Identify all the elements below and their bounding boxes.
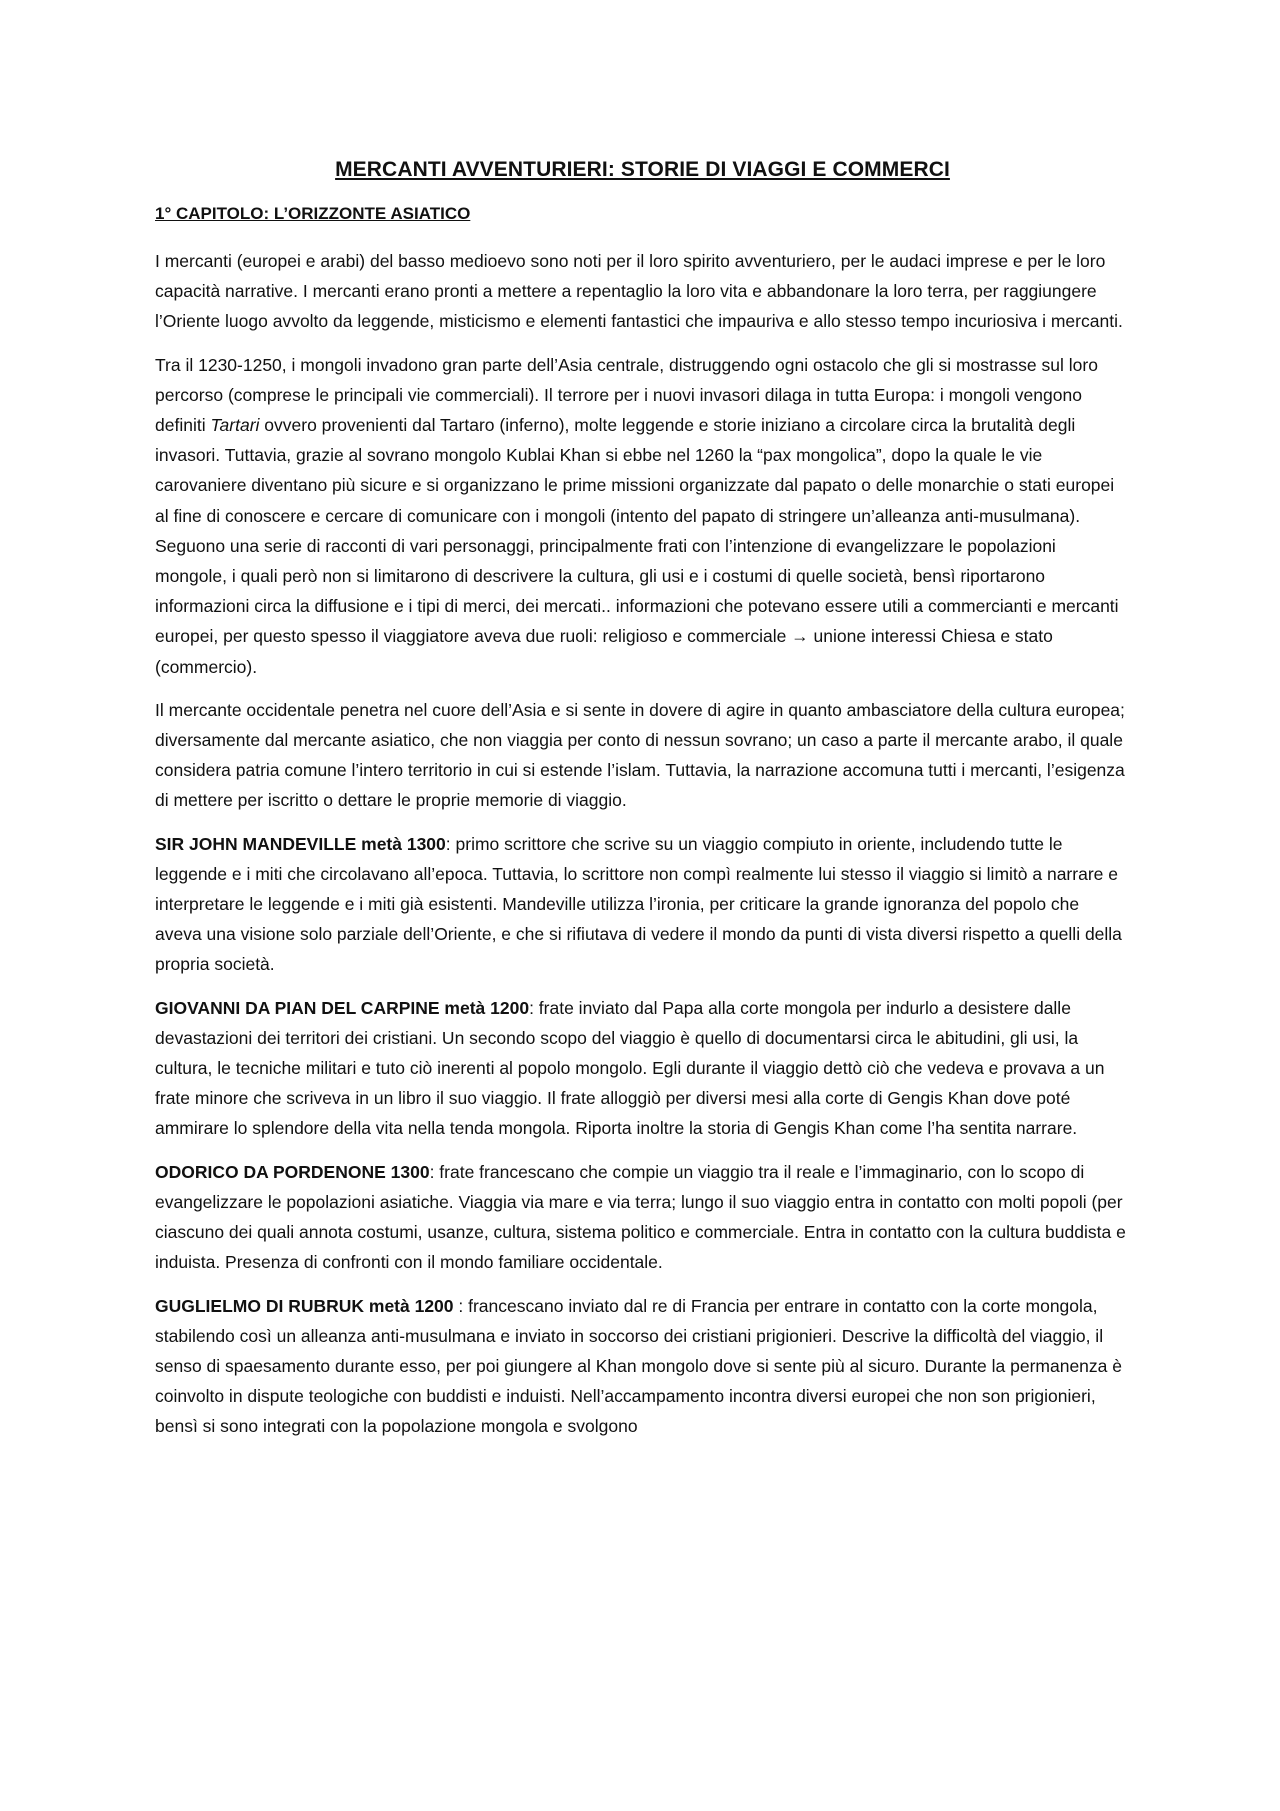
paragraph-rubruk xyxy=(155,1291,1130,1442)
paragraph-text: : primo scrittore che scrive su un viaggio compiuto in oriente, includendo tutte le leggende e i miti che circolavano all’epoca. Tuttavia, lo scrittore non compì realmente lui stesso il viaggio si limitò a narrare e interpretare le leggende e i miti già esistenti. Mandeville utilizza l’ironia, per criticare la grande ignoranza del popolo che aveva una visione solo parziale dell’Oriente, e che si rifiutava di vedere il mondo da punti di vista diversi rispetto a quelli della propria società. xyxy=(155,833,1122,975)
paragraph-mandeville xyxy=(155,829,1130,980)
paragraph-text: ovvero provenienti dal Tartaro (inferno), molte leggende e storie iniziano a circolare circa la brutalità degli invasori. Tuttavia, grazie al sovrano mongolo Kublai Khan si ebbe nel 1260 la “pax mongolica”, dopo la quale le vie carovaniere diventano più sicure e si organizzano le prime missioni organizzate dal papato o delle monarchie o stati europei al fine di conoscere e cercare di comunicare con i mongoli (intento del papato di stringere un’alleanza anti-musulmana). Seguono una serie di racconti di vari personaggi, principalmente frati con l’intenzione di evangelizzare le popolazioni mongole, i quali però non si limitarono di descrivere la cultura, gli usi e i costumi di quelle società, bensì riportarono informazioni circa la diffusione e i tipi di merci, dei mercati.. informazioni che potevano essere utili a commercianti e mercanti europei, per questo spesso il viaggiatore aveva due ruoli: religioso e commerciale → unione interessi Chiesa e stato (commercio). xyxy=(155,415,1119,677)
paragraph-pordenone xyxy=(155,1157,1130,1278)
document-page xyxy=(155,158,1130,1455)
chapter-title: 1° CAPITOLO: L’ORIZZONTE ASIATICO xyxy=(155,204,471,223)
italic-term: Tartari xyxy=(210,415,260,436)
paragraph-text: : frate francescano che compie un viaggio tra il reale e l’immaginario, con lo scopo di evangelizzare le popolazioni asiatiche. Viaggia via mare e via terra; lungo il suo viaggio entra in contatto con molti popoli (per ciascuno dei quali annota costumi, usanze, cultura, sistema politico e commerciale. Entra in contatto con la cultura buddista e induista. Presenza di confronti con il mondo familiare occidentale. xyxy=(155,1161,1126,1273)
paragraph-mongol-invasion xyxy=(155,350,1130,682)
paragraph-text: : francescano inviato dal re di Francia per entrare in contatto con la corte mongola, stabilendo così un alleanza anti-musulmana e inviato in soccorso dei cristiani prigionieri. Descrive la difficoltà del viaggio, il senso di spaesamento durante esso, per poi giungere al Khan mongolo dove si sente più al sicuro. Durante la permanenza è coinvolto in dispute teologiche con buddisti e induisti. Nell’accampamento incontra diversi europei che non son prigionieri, bensì si sono integrati con la popolazione mongola e svolgono xyxy=(155,1295,1122,1437)
author-heading: GUGLIELMO DI RUBRUK metà 1200 xyxy=(155,1295,454,1316)
paragraph-carpine xyxy=(155,993,1130,1144)
document-title: MERCANTI AVVENTURIERI: STORIE DI VIAGGI E COMMERCI xyxy=(335,158,950,181)
author-heading: SIR JOHN MANDEVILLE metà 1300 xyxy=(155,833,446,854)
paragraph-intro: I mercanti (europei e arabi) del basso medioevo sono noti per il loro spirito avventuriero, per le audaci imprese e per le loro capacità narrative. I mercanti erano pronti a mettere a repentaglio la loro vita e abbandonare la loro terra, per raggiungere l’Oriente luogo avvolto da leggende, misticismo e elementi fantastici che impauriva e allo stesso tempo incuriosiva i mercanti. xyxy=(155,251,1123,332)
paragraph-western-merchant: Il mercante occidentale penetra nel cuore dell’Asia e si sente in dovere di agire in quanto ambasciatore della cultura europea; diversamente dal mercante asiatico, che non viaggia per conto di nessun sovrano; un caso a parte il mercante arabo, il quale considera patria comune l’intero territorio in cui si estende l’islam. Tuttavia, la narrazione accomuna tutti i mercanti, l’esigenza di mettere per iscritto o dettare le proprie memorie di viaggio. xyxy=(155,699,1125,811)
author-heading: GIOVANNI DA PIAN DEL CARPINE metà 1200 xyxy=(155,997,530,1018)
author-heading: ODORICO DA PORDENONE 1300 xyxy=(155,1161,430,1182)
paragraph-text: : frate inviato dal Papa alla corte mongola per indurlo a desistere dalle devastazioni dei territori dei cristiani. Un secondo scopo del viaggio è quello di documentarsi circa le abitudini, gli usi, la cultura, le tecniche militari e tuto ciò inerenti al popolo mongolo. Egli durante il viaggio dettò ciò che vedeva e provava a un frate minore che scriveva in un libro il suo viaggio. Il frate alloggiò per diversi mesi alla corte di Gengis Khan dove poté ammirare lo splendore della vita nella tenda mongola. Riporta inoltre la storia di Gengis Khan come l’ha sentita narrare. xyxy=(155,997,1105,1139)
paragraph-text: Tra il 1230-1250, i mongoli invadono gran parte dell’Asia centrale, distruggendo ogni ostacolo che gli si mostrasse sul loro percorso (comprese le principali vie commerciali). Il terrore per i nuovi invasori dilaga in tutta Europa: i mongoli vengono definiti xyxy=(155,354,1098,436)
